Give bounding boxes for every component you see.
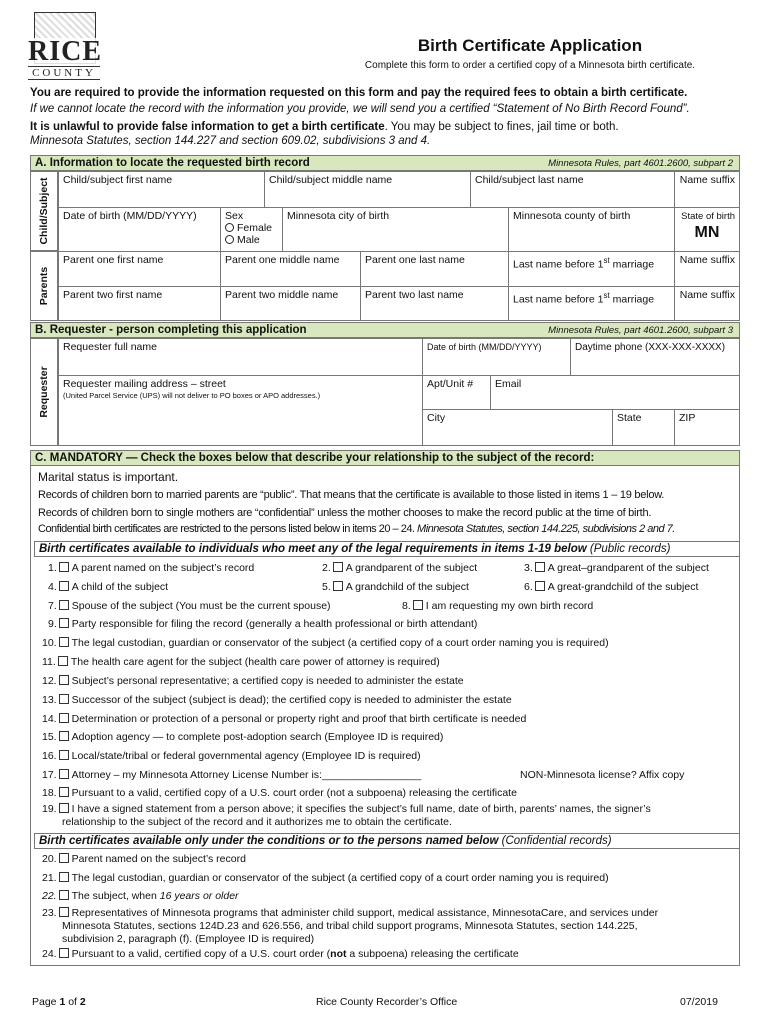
item-3[interactable]: 3. A great–grandparent of the subject <box>524 562 709 574</box>
item-7-label: Spouse of the subject (You must be the current spouse) <box>71 600 331 612</box>
item-16[interactable]: 16. Local/state/tribal or federal governmental agency (Employee ID is required) <box>42 750 421 762</box>
side-label-parents <box>30 251 58 321</box>
intro-unlawful <box>30 120 619 134</box>
intro-no-record: If we cannot locate the record with the information you provide, we will send you a certified “Statement of No Birth Record Found”. <box>30 103 690 115</box>
item-22[interactable]: 22. The subject, when 16 years or older <box>42 890 239 902</box>
public-records-note: Records of children born to married parents are “public”. That means that the certificate is available to those listed in items 1 – 19 below. <box>38 489 665 501</box>
section-b-title: B. Requester - person completing this application <box>35 324 307 336</box>
item-11-label: The health care agent for the subject (health care power of attorney is required) <box>70 656 440 668</box>
item-22-label: The subject, when <box>71 890 160 902</box>
item-15[interactable]: 15. Adoption agency — to complete post-adoption search (Employee ID is required) <box>42 731 444 743</box>
item-10-label: The legal custodian, guardian or conservator of the subject (a certified copy of a court order naming you is required) <box>71 637 609 649</box>
parent1-suffix-label: Name suffix <box>679 254 735 266</box>
checkbox-icon[interactable] <box>59 872 69 882</box>
checkbox-icon[interactable] <box>59 675 69 685</box>
checkbox-icon[interactable] <box>413 600 423 610</box>
sex-male-option[interactable] <box>225 234 278 246</box>
parent2-first-label: Parent two first name <box>63 289 163 301</box>
page-prefix: Page <box>32 996 60 1008</box>
checkbox-icon[interactable] <box>59 750 69 760</box>
zip-field[interactable] <box>675 410 739 445</box>
item-20-label: Parent named on the subject’s record <box>71 853 246 865</box>
side-label-child <box>30 171 58 251</box>
child-dob-label: Date of birth (MM/DD/YYYY) <box>63 210 197 222</box>
requester-address-label: Requester mailing address – street <box>63 378 226 390</box>
checkbox-icon[interactable] <box>59 694 69 704</box>
city-field[interactable] <box>423 410 613 445</box>
section-a-title: A. Information to locate the requested birth record <box>35 157 310 169</box>
parent2-first-field[interactable] <box>59 287 221 320</box>
parent2-maiden-label: Last name before 1 <box>513 293 604 306</box>
item-8[interactable]: 8. I am requesting my own birth record <box>402 600 594 612</box>
item-17-label: Attorney – my Minnesota Attorney License Number is:_________________ <box>71 769 422 781</box>
parent1-last-label: Parent one last name <box>365 254 465 266</box>
item-9[interactable]: 9. Party responsible for filing the record (generally a health professional or birth attendant) <box>48 618 478 630</box>
item-12[interactable]: 12. Subject’s personal representative; a certified copy is needed to administer the estate <box>42 675 464 687</box>
parent2-maiden-sup: st <box>603 291 610 300</box>
checkbox-icon[interactable] <box>333 562 343 572</box>
checkbox-icon[interactable] <box>535 581 545 591</box>
state-of-birth-field <box>675 208 739 252</box>
confidential-records-note: Records of children born to single mothers are “confidential” unless the mother chooses to make the record public at the time of birth. <box>38 507 652 519</box>
item-24-label: Pursuant to a valid, certified copy of a U.S. court order ( <box>71 948 331 960</box>
parent2-suffix-label: Name suffix <box>679 289 735 301</box>
confidential-records-heading-text: Birth certificates available only under the conditions or to the persons named below <box>39 835 499 847</box>
requester-address-field[interactable] <box>59 376 423 445</box>
parent1-last-field[interactable] <box>361 252 509 287</box>
city-of-birth-field[interactable] <box>283 208 509 252</box>
parent1-suffix-field[interactable] <box>675 252 739 287</box>
checkbox-icon[interactable] <box>59 890 69 900</box>
rice-county-logo <box>28 12 103 84</box>
sex-field <box>221 208 283 252</box>
item-13-label: Successor of the subject (subject is dead); the certified copy is needed to administer the estate <box>71 694 512 706</box>
checkbox-icon[interactable] <box>58 656 68 666</box>
public-records-heading <box>34 541 740 557</box>
email-field[interactable] <box>491 376 739 410</box>
form-subtitle: Complete this form to order a certified copy of a Minnesota birth certificate. <box>364 60 696 71</box>
requester-dob-label: Date of birth (MM/DD/YYYY) <box>427 342 542 352</box>
item-24-label-end: a subpoena) releasing the certificate <box>346 948 519 960</box>
sex-female-option[interactable] <box>225 222 278 234</box>
parent2-middle-field[interactable] <box>221 287 361 320</box>
child-last-name-label: Child/subject last name <box>475 174 584 186</box>
city-of-birth-label: Minnesota city of birth <box>287 210 390 222</box>
item-24-not: not <box>330 948 347 960</box>
county-of-birth-field[interactable] <box>509 208 675 252</box>
section-a-grid <box>58 171 740 321</box>
intro-unlawful-bold: It is unlawful to provide false information to get a birth certificate <box>30 121 385 133</box>
parent2-maiden-field[interactable] <box>509 287 675 320</box>
city-label: City <box>427 412 446 424</box>
logo-subtext: COUNTY <box>28 66 100 80</box>
apt-unit-field[interactable] <box>423 376 491 410</box>
requester-name-field[interactable] <box>59 339 423 376</box>
page-total: 2 <box>79 996 86 1008</box>
item-3-label: A great–grandparent of the subject <box>547 562 709 574</box>
public-records-tag: (Public records) <box>586 543 671 555</box>
form-title: Birth Certificate Application <box>417 36 643 55</box>
item-18-label: Pursuant to a valid, certified copy of a U.S. court order (not a subpoena) releasing the certificate <box>71 787 517 799</box>
item-11[interactable]: 11. The health care agent for the subject (health care power of attorney is required) <box>42 656 440 668</box>
zip-label: ZIP <box>679 412 696 424</box>
item-23-cont1: Minnesota Statutes, sections 124D.23 and 626.556, and tribal child support programs, Minnesota Statutes, section 144.225, <box>62 920 638 932</box>
item-15-label: Adoption agency — to complete post-adoption search (Employee ID is required) <box>71 731 444 743</box>
item-1[interactable]: 1. A parent named on the subject’s record <box>48 562 255 574</box>
parent2-last-label: Parent two last name <box>365 289 464 301</box>
child-middle-name-field[interactable] <box>265 172 471 208</box>
item-2[interactable]: 2. A grandparent of the subject <box>322 562 478 574</box>
parent2-middle-label: Parent two middle name <box>225 289 339 301</box>
item-6[interactable]: 6. A great-grandchild of the subject <box>524 581 699 593</box>
checkbox-icon[interactable] <box>59 803 69 813</box>
side-label-parents-text: Parents <box>38 266 50 306</box>
item-19-cont: relationship to the subject of the record and it authorizes me to obtain the certificate. <box>62 816 452 828</box>
checkbox-icon[interactable] <box>59 562 69 572</box>
parent2-suffix-field[interactable] <box>675 287 739 320</box>
parent2-last-field[interactable] <box>361 287 509 320</box>
state-label: State <box>617 412 642 424</box>
intro-statutes: Minnesota Statutes, section 144.227 and section 609.02, subdivisions 3 and 4. <box>30 135 431 147</box>
checkbox-icon[interactable] <box>59 853 69 863</box>
parent1-maiden-label-end: marriage <box>609 258 655 271</box>
item-4-label: A child of the subject <box>71 581 169 593</box>
item-21[interactable]: 21. The legal custodian, guardian or conservator of the subject (a certified copy of a court order naming you is required) <box>42 872 609 884</box>
state-of-birth-label: State of birth <box>681 211 735 222</box>
item-12-label: Subject’s personal representative; a certified copy is needed to administer the estate <box>71 675 464 687</box>
item-14-label: Determination or protection of a personal or property right and proof that birth certificate is needed <box>71 713 527 725</box>
item-18[interactable]: 18. Pursuant to a valid, certified copy of a U.S. court order (not a subpoena) releasing the certificate <box>42 787 517 799</box>
checkbox-icon[interactable] <box>333 581 343 591</box>
female-label: Female <box>237 222 273 234</box>
item-19[interactable]: 19. I have a signed statement from a person above; it specifies the subject’s full name, date of birth, parents’ names, the signer’s <box>42 803 651 815</box>
checkbox-icon[interactable] <box>59 618 69 628</box>
public-records-heading-text: Birth certificates available to individuals who meet any of the legal requirements in items 1-19 below <box>39 543 587 555</box>
parent1-maiden-label: Last name before 1 <box>513 258 604 271</box>
side-label-child-text: Child/Subject <box>38 177 50 245</box>
female-radio-icon[interactable] <box>225 223 234 232</box>
logo-text: RICE <box>28 36 103 67</box>
section-c-title: C. MANDATORY — Check the boxes below that describe your relationship to the subject of the record: <box>35 452 595 464</box>
section-b-rule: Minnesota Rules, part 4601.2600, subpart 3 <box>548 325 733 336</box>
checkbox-icon[interactable] <box>59 581 69 591</box>
child-first-name-field[interactable] <box>59 172 265 208</box>
email-label: Email <box>495 378 522 390</box>
checkbox-icon[interactable] <box>59 769 69 779</box>
section-a-header <box>30 155 740 171</box>
child-name-suffix-field[interactable] <box>675 172 739 208</box>
item-23-label: Representatives of Minnesota programs that administer child support, medical assistance, MinnesotaCare, and services under <box>71 907 659 919</box>
page-current: 1 <box>59 996 66 1008</box>
checkbox-icon[interactable] <box>59 637 69 647</box>
item-20[interactable]: 20. Parent named on the subject’s record <box>42 853 246 865</box>
sex-label: Sex <box>225 210 244 222</box>
requester-name-label: Requester full name <box>63 341 157 353</box>
page-number <box>32 996 86 1008</box>
confidential-records-heading <box>34 833 740 849</box>
checkbox-icon[interactable] <box>535 562 545 572</box>
item-1-label: A parent named on the subject’s record <box>71 562 255 574</box>
requester-phone-label: Daytime phone (XXX-XXX-XXXX) <box>575 342 726 353</box>
child-dob-field[interactable] <box>59 208 221 252</box>
item-23-cont2: subdivision 2, paragraph (f). (Employee ID is required) <box>62 933 315 945</box>
restricted-note-text: Confidential birth certificates are restricted to the persons listed below in items 20 – 24. <box>38 523 418 535</box>
child-name-suffix-label: Name suffix <box>679 174 735 186</box>
item-14[interactable]: 14. Determination or protection of a personal or property right and proof that birth certificate is needed <box>42 713 527 725</box>
item-23[interactable]: 23. Representatives of Minnesota programs that administer child support, medical assistance, MinnesotaCare, and services under <box>42 907 659 919</box>
apt-unit-label: Apt/Unit # <box>427 378 474 390</box>
item-16-label: Local/state/tribal or federal governmental agency (Employee ID is required) <box>71 750 421 762</box>
parent1-first-label: Parent one first name <box>63 254 164 266</box>
parent1-middle-field[interactable] <box>221 252 361 287</box>
item-6-label: A great-grandchild of the subject <box>547 581 699 593</box>
item-4[interactable]: 4. A child of the subject <box>48 581 169 593</box>
parent1-maiden-field[interactable] <box>509 252 675 287</box>
requester-dob-field[interactable] <box>423 339 571 376</box>
item-10[interactable]: 10. The legal custodian, guardian or conservator of the subject (a certified copy of a court order naming you is required) <box>42 637 609 649</box>
item-8-label: I am requesting my own birth record <box>425 600 594 612</box>
child-last-name-field[interactable] <box>471 172 675 208</box>
item-7[interactable]: 7. Spouse of the subject (You must be the current spouse) <box>48 600 331 612</box>
section-b-grid <box>58 338 740 446</box>
side-label-requester <box>30 338 58 446</box>
checkbox-icon[interactable] <box>59 731 69 741</box>
confidential-records-tag: (Confidential records) <box>498 835 612 847</box>
ups-note: (United Parcel Service (UPS) will not deliver to PO boxes or APO addresses.) <box>63 391 321 400</box>
county-of-birth-label: Minnesota county of birth <box>513 210 631 222</box>
intro-required: You are required to provide the information requested on this form and pay the required fees to obtain a birth certificate. <box>30 87 688 99</box>
child-first-name-label: Child/subject first name <box>63 174 173 186</box>
parent1-maiden-sup: st <box>603 256 610 265</box>
page-of: of <box>65 996 80 1008</box>
checkbox-icon[interactable] <box>59 600 69 610</box>
item-22-age: 16 years or older <box>159 890 239 902</box>
item-21-label: The legal custodian, guardian or conservator of the subject (a certified copy of a court order naming you is required) <box>71 872 609 884</box>
revision-date: 07/2019 <box>680 996 718 1008</box>
item-19-label: I have a signed statement from a person above; it specifies the subject’s full name, date of birth, parents’ names, the signer’s <box>71 803 651 815</box>
item-17-nonmn: NON-Minnesota license? Affix copy <box>520 769 685 781</box>
male-radio-icon[interactable] <box>225 235 234 244</box>
item-5-label: A grandchild of the subject <box>345 581 469 593</box>
male-label: Male <box>237 234 260 246</box>
checkbox-icon[interactable] <box>59 713 69 723</box>
item-13[interactable]: 13. Successor of the subject (subject is dead); the certified copy is needed to administer the estate <box>42 694 512 706</box>
office-name: Rice County Recorder’s Office <box>316 996 458 1008</box>
state-field[interactable] <box>613 410 675 445</box>
restricted-note-statute: Minnesota Statutes, section 144.225, subdivisions 2 and 7. <box>417 523 675 535</box>
restricted-note <box>38 522 675 536</box>
item-24[interactable]: 24. Pursuant to a valid, certified copy of a U.S. court order (not a subpoena) releasing the certificate <box>42 948 519 960</box>
checkbox-icon[interactable] <box>59 907 69 917</box>
item-17[interactable]: 17. Attorney – my Minnesota Attorney License Number is:_________________ <box>42 769 422 781</box>
parent1-first-field[interactable] <box>59 252 221 287</box>
checkbox-icon[interactable] <box>59 787 69 797</box>
item-2-label: A grandparent of the subject <box>345 562 478 574</box>
item-5[interactable]: 5. A grandchild of the subject <box>322 581 469 593</box>
requester-phone-field[interactable] <box>571 339 739 376</box>
marital-status-note: Marital status is important. <box>38 470 179 484</box>
section-a-rule: Minnesota Rules, part 4601.2600, subpart 2 <box>548 158 733 169</box>
intro-unlawful-rest: . You may be subject to fines, jail time or both. <box>384 121 619 133</box>
child-middle-name-label: Child/subject middle name <box>269 174 393 186</box>
parent1-middle-label: Parent one middle name <box>225 254 340 266</box>
item-9-label: Party responsible for filing the record (generally a health professional or birth attendant) <box>71 618 478 630</box>
side-label-requester-text: Requester <box>38 366 50 418</box>
section-b-header <box>30 322 740 338</box>
parent2-maiden-label-end: marriage <box>609 293 655 306</box>
section-c-header <box>30 450 740 466</box>
state-of-birth-value: MN <box>694 224 720 241</box>
checkbox-icon[interactable] <box>59 948 69 958</box>
